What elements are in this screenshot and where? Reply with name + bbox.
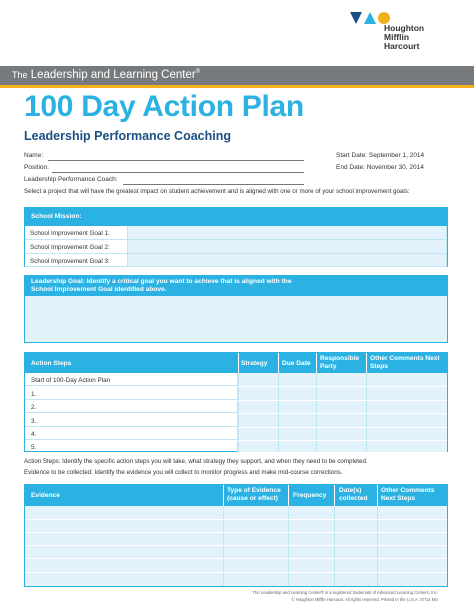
evidence-col-divider-1 — [223, 506, 224, 586]
logo-line-1: Houghton — [384, 23, 425, 33]
coach-label: Leadership Performance Coach: — [24, 176, 118, 183]
goal-divider — [127, 226, 128, 267]
action-step-cell-1[interactable] — [25, 386, 238, 400]
action-row-divider-2 — [238, 400, 447, 401]
evidence-row-divider-2 — [25, 532, 447, 533]
hmh-logo — [350, 8, 460, 60]
evidence-row-divider-3 — [25, 545, 447, 546]
goal-3-label: School Improvement Goal 3: — [30, 258, 110, 265]
project-instruction: Select a project that will have the greatest impact on student achievement and is aligned with one or more of your school improvement goals: — [24, 188, 410, 195]
position-field[interactable] — [52, 172, 304, 173]
logo-line-2: Mifflin — [384, 32, 410, 42]
footer-copyright: © Houghton Mifflin Harcourt. All rights reserved. Printed in the U.S.A. 07/14 MS — [291, 597, 438, 602]
action-row-1-label: 1. — [31, 391, 37, 398]
start-date: Start Date: September 1, 2014 — [336, 152, 425, 159]
banner-the: The — [12, 70, 28, 80]
footer-trademark: The Leadership and Learning Center® is a registered trademark of Advanced Learning Centers, Inc. — [252, 590, 438, 595]
action-row-start-label: Start of 100-Day Action Plan — [31, 377, 111, 384]
evidence-row-divider-4 — [25, 558, 447, 559]
coach-field[interactable] — [123, 184, 304, 185]
action-row-3-label: 3. — [31, 418, 37, 425]
evidence-row-divider-1 — [25, 519, 447, 520]
action-comments-header: Other Comments Next Steps — [366, 353, 447, 373]
logo-line-3: Harcourt — [384, 41, 420, 51]
action-row-5-label: 5. — [31, 444, 37, 451]
action-row-divider-1 — [238, 386, 447, 387]
action-step-cell-4[interactable] — [25, 427, 238, 440]
evidence-comments-header: Other Comments Next Steps — [377, 485, 447, 506]
evidence-table — [24, 484, 448, 587]
action-steps-note: Action Steps: Identify the specific action steps you will take, what strategy they support, and when they need to be completed. — [24, 458, 368, 465]
frequency-header: Frequency — [288, 485, 334, 506]
leadership-goal-line-1: Leadership Goal: Identify a critical goal you want to achieve that is aligned with the — [31, 278, 292, 285]
name-label: Name: — [24, 152, 44, 159]
name-field[interactable] — [48, 160, 304, 161]
evidence-input-area[interactable] — [25, 506, 447, 586]
strategy-header: Strategy — [238, 353, 278, 373]
action-row-divider-5 — [238, 440, 447, 441]
action-step-cell-3[interactable] — [25, 413, 238, 427]
responsible-party-header: Responsible Party — [316, 353, 366, 373]
evidence-note: Evidence to be collected: Identify the evidence you will collect to monitor progress and make mid-course corrections. — [24, 469, 343, 476]
action-steps-header: Action Steps — [31, 360, 72, 367]
page-title: 100 Day Action Plan — [24, 90, 304, 123]
evidence-header: Evidence — [31, 492, 60, 499]
mission-header: School Mission: — [25, 208, 447, 226]
evidence-col-divider-2 — [288, 506, 289, 586]
action-row-divider-4 — [238, 427, 447, 428]
evidence-type-header: Type of Evidence (cause or effect) — [223, 485, 287, 506]
banner-reg: ® — [195, 69, 201, 76]
evidence-col-divider-3 — [334, 506, 335, 586]
action-step-cell-5[interactable] — [25, 440, 238, 452]
position-label: Position: — [24, 164, 49, 171]
action-row-2-label: 2. — [31, 404, 37, 411]
banner-text — [12, 69, 200, 81]
hmh-logo-text — [384, 24, 424, 51]
action-row-divider-3 — [238, 413, 447, 414]
banner-name: Leadership and Learning Center — [30, 69, 196, 81]
action-row-4-label: 4. — [31, 431, 37, 438]
evidence-col-divider-4 — [377, 506, 378, 586]
mission-table — [24, 207, 448, 267]
leadership-goal-table — [24, 275, 448, 343]
goal-2-label: School Improvement Goal 2: — [30, 244, 110, 251]
action-step-cell-2[interactable] — [25, 400, 238, 413]
page-subtitle: Leadership Performance Coaching — [24, 129, 232, 143]
center-banner — [0, 66, 474, 88]
evidence-row-divider-5 — [25, 572, 447, 573]
leadership-goal-header — [25, 276, 447, 296]
action-steps-table — [24, 352, 448, 452]
leadership-goal-line-2: School Improvement Goal identified above. — [31, 286, 167, 293]
dates-collected-header: Date(s) collected — [334, 485, 377, 506]
due-date-header: Due Date — [278, 353, 316, 373]
leadership-goal-input[interactable] — [25, 296, 447, 342]
end-date: End Date: November 30, 2014 — [336, 164, 424, 171]
goal-1-label: School Improvement Goal 1: — [30, 230, 110, 237]
